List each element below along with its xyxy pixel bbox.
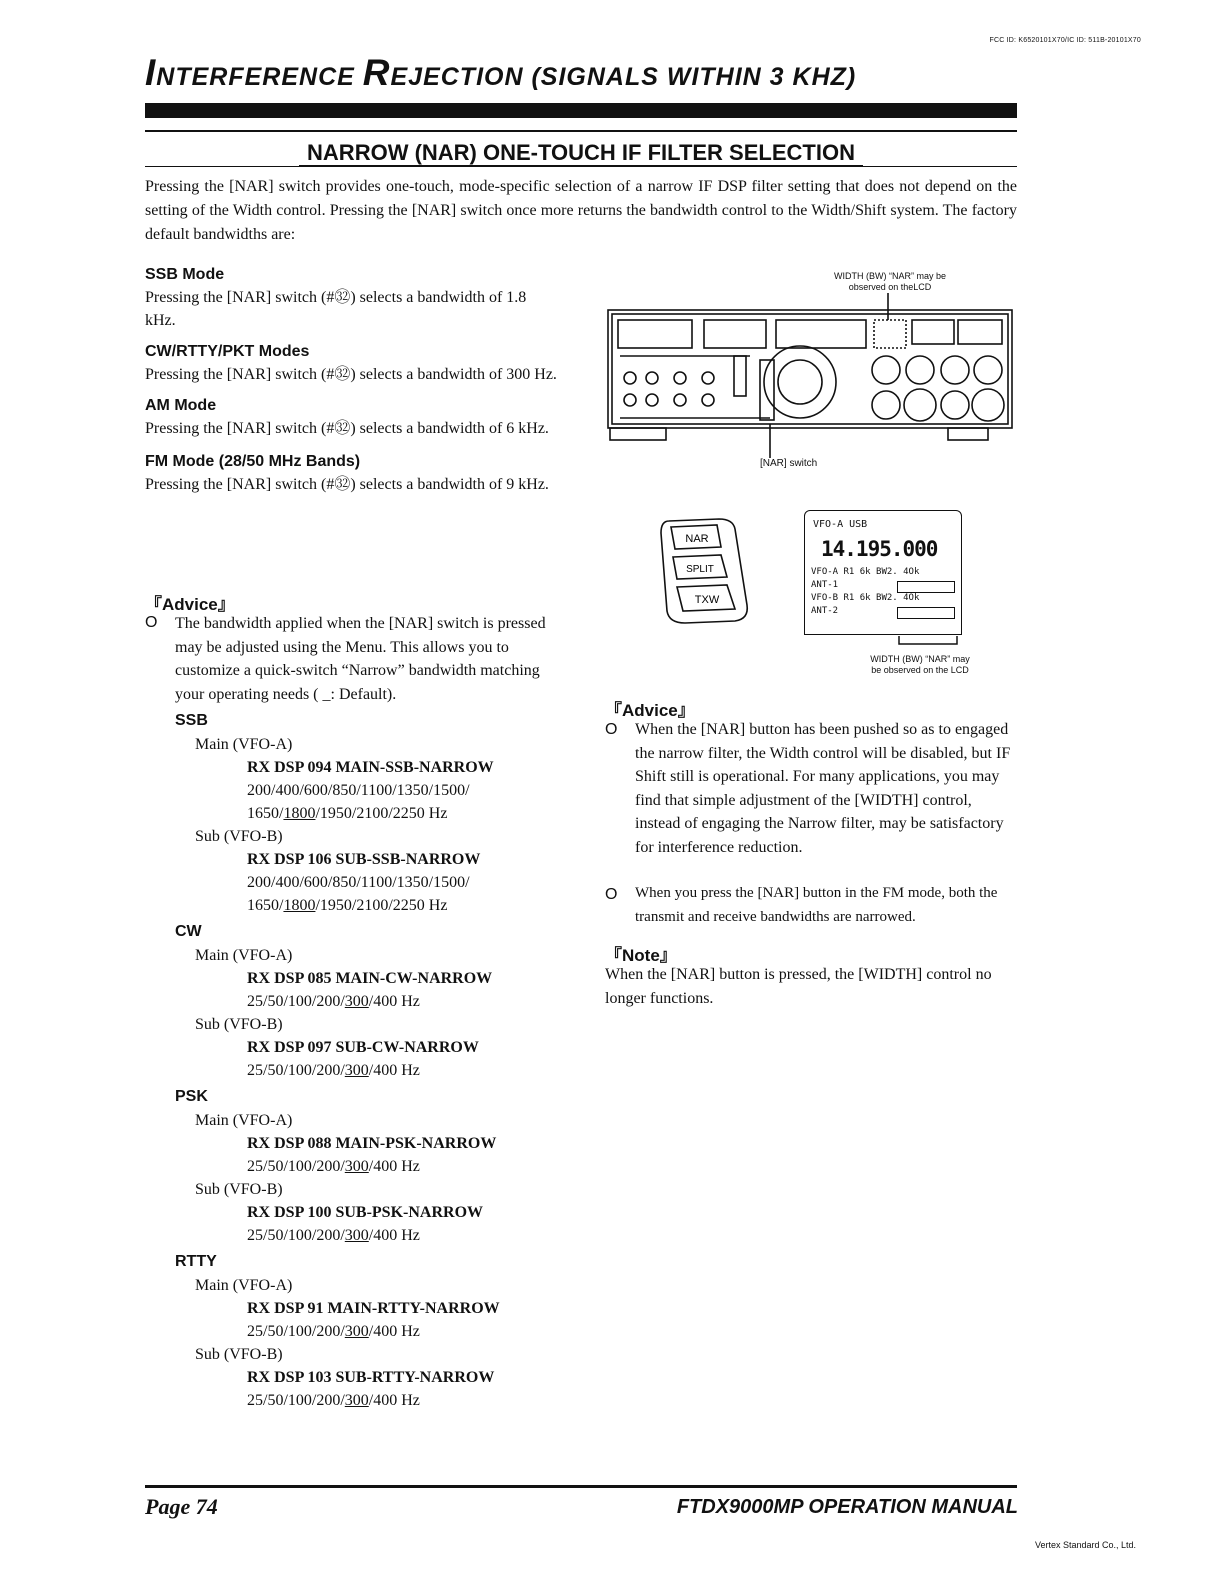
menu-item: RX DSP 91 MAIN-RTTY-NARROW — [247, 1300, 500, 1317]
page-title: INTERFERENCE REJECTION (SIGNALS WITHIN 3 KHZ) — [145, 52, 857, 93]
advice-bullet: O — [605, 721, 618, 738]
menu-values: 1650/1800/1950/2100/2250 Hz — [247, 897, 448, 914]
advice-bullet: O — [605, 886, 618, 903]
advice-heading-right: 『Advice』 — [605, 701, 695, 720]
mode-heading: CW/RTTY/PKT Modes — [145, 343, 310, 360]
intro-paragraph: Pressing the [NAR] switch provides one-touch, mode-specific selection of a narrow IF DSP filter setting that does not depend on the setting of the Width control. Pressing the [NAR] switch once more returns the bandwidth control to the Width/Shift system. The factory default bandwidths are: — [145, 178, 1017, 243]
mode-heading: SSB Mode — [145, 266, 225, 283]
menu-values: 1650/1800/1950/2100/2250 Hz — [247, 805, 448, 822]
mode-list — [145, 266, 560, 496]
lcd-caption-bracket — [895, 634, 965, 648]
menu-main-label: Main (VFO-A) — [195, 736, 293, 753]
section-rule-top — [145, 130, 1017, 132]
menu-item: RX DSP 106 SUB-SSB-NARROW — [247, 851, 481, 868]
menu-sub-label: Sub (VFO-B) — [195, 1181, 283, 1198]
menu-main-label: Main (VFO-A) — [195, 1277, 293, 1294]
lcd-display — [804, 510, 962, 635]
mode-heading: FM Mode (28/50 MHz Bands) — [145, 453, 361, 470]
menu-values: 25/50/100/200/300/400 Hz — [247, 1392, 420, 1409]
lcd-frequency: 14.195.000 — [821, 537, 938, 561]
advice-left-text: The bandwidth applied when the [NAR] switch is pressed may be adjusted using the Menu. This allows you to customize a quick-switch “Narrow” bandwidth matching your operating needs ( _: Default). — [175, 615, 546, 703]
width-caption: WIDTH (BW) “NAR” may be observed on theLCD — [834, 271, 946, 292]
menu-item: RX DSP 097 SUB-CW-NARROW — [247, 1039, 479, 1056]
note-heading: 『Note』 — [605, 946, 677, 965]
advice-right-item-1: When the [NAR] button has been pushed so as to engaged the narrow filter, the Width control will be disabled, but IF Shift still is operational. For many applications, you may find that simple adjustment of the [WIDTH] control, instead of engaging the Narrow filter, may be satisfactory for interference reduction. — [635, 721, 1011, 856]
menu-values: 200/400/600/850/1100/1350/1500/ — [247, 782, 470, 799]
mode-text: Pressing the [NAR] switch (#㉜) selects a bandwidth of 1.8 kHz. — [145, 289, 527, 329]
menu-values: 25/50/100/200/300/400 Hz — [247, 993, 420, 1010]
menu-main-label: Main (VFO-A) — [195, 947, 293, 964]
company-name: Vertex Standard Co., Ltd. — [1034, 1540, 1136, 1550]
menu-sub-label: Sub (VFO-B) — [195, 1346, 283, 1363]
menu-mode: SSB — [175, 712, 208, 729]
menu-item: RX DSP 085 MAIN-CW-NARROW — [247, 970, 493, 987]
menu-values: 25/50/100/200/300/400 Hz — [247, 1323, 420, 1340]
menu-main-label: Main (VFO-A) — [195, 1112, 293, 1129]
mode-text: Pressing the [NAR] switch (#㉜) selects a bandwidth of 6 kHz. — [145, 420, 549, 437]
nar-button-label: NAR — [685, 533, 709, 545]
txw-button-label: TXW — [694, 594, 720, 606]
mode-text: Pressing the [NAR] switch (#㉜) selects a bandwidth of 9 kHz. — [145, 476, 549, 493]
advice-right-item-2: When you press the [NAR] button in the FM mode, both the transmit and receive bandwidths are narrowed. — [635, 885, 998, 925]
menu-values: 200/400/600/850/1100/1350/1500/ — [247, 874, 470, 891]
manual-title: FTDX9000MP OPERATION MANUAL — [676, 1496, 1018, 1518]
menu-sub-label: Sub (VFO-B) — [195, 1016, 283, 1033]
menu-mode: RTTY — [175, 1253, 217, 1270]
menu-values: 25/50/100/200/300/400 Hz — [247, 1062, 420, 1079]
page-number: Page 74 — [145, 1494, 218, 1519]
note-text: When the [NAR] button is pressed, the [WIDTH] control no longer functions. — [605, 966, 992, 1007]
lcd-caption: WIDTH (BW) “NAR” may be observed on the LCD — [870, 654, 970, 675]
mode-text: Pressing the [NAR] switch (#㉜) selects a bandwidth of 300 Hz. — [145, 366, 557, 383]
fcc-id: FCC ID: K6520101X70/IC ID: 511B-20101X70 — [989, 37, 1141, 44]
menu-sub-label: Sub (VFO-B) — [195, 828, 283, 845]
menu-mode: CW — [175, 923, 202, 940]
menu-values: 25/50/100/200/300/400 Hz — [247, 1227, 420, 1244]
lcd-status-rows: VFO-A R1 6k BW2. 4Ok ANT-1 VFO-B R1 6k BW2. 4Ok ANT-2 — [811, 567, 920, 616]
menu-item: RX DSP 100 SUB-PSK-NARROW — [247, 1204, 484, 1221]
menu-item: RX DSP 088 MAIN-PSK-NARROW — [247, 1135, 497, 1152]
menu-values: 25/50/100/200/300/400 Hz — [247, 1158, 420, 1175]
section-subtitle: NARROW (NAR) ONE-TOUCH IF FILTER SELECTION — [145, 140, 1017, 166]
advice-bullet: O — [145, 614, 158, 631]
menu-item: RX DSP 103 SUB-RTTY-NARROW — [247, 1369, 495, 1386]
section-rule-bottom — [145, 166, 1017, 167]
menu-item: RX DSP 094 MAIN-SSB-NARROW — [247, 759, 494, 776]
lcd-width-bar-b — [897, 607, 955, 619]
radio-front-panel-illustration — [600, 290, 1020, 465]
advice-heading-left: 『Advice』 — [145, 595, 235, 614]
footer-rule — [145, 1485, 1017, 1488]
title-bar-rule — [145, 103, 1017, 118]
lcd-mode-line: VFO-A USB — [813, 519, 868, 530]
buttons-illustration — [655, 515, 765, 627]
split-button-label: SPLIT — [686, 564, 714, 575]
nar-switch-caption: [NAR] switch — [760, 458, 818, 469]
menu-listing — [175, 708, 575, 1412]
mode-heading: AM Mode — [145, 397, 217, 414]
lcd-width-bar-a — [897, 581, 955, 593]
menu-mode: PSK — [175, 1088, 208, 1105]
